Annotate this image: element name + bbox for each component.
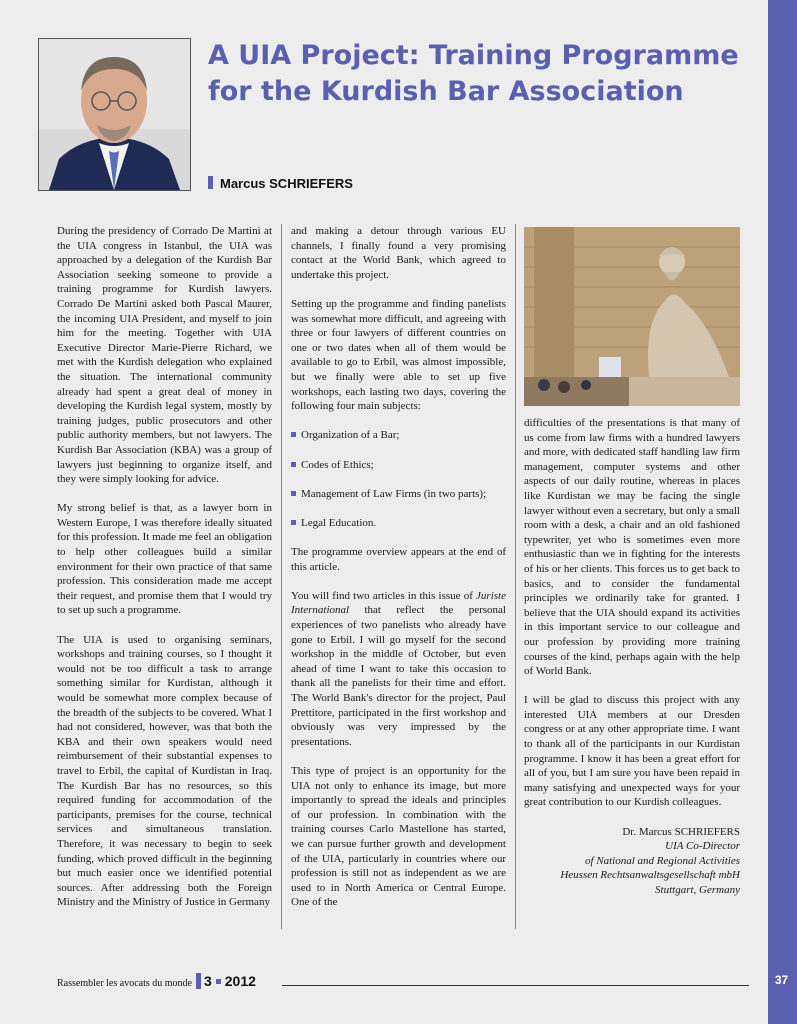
column-divider (281, 224, 282, 929)
title-line-2: for the Kurdish Bar Association (208, 76, 684, 107)
byline-marker (208, 176, 213, 189)
signature-city: Stuttgart, Germany (655, 884, 740, 896)
list-item: Codes of Ethics; (291, 458, 506, 473)
publication-name: Juriste International (291, 589, 506, 617)
signature-block (524, 825, 740, 898)
issue-number: 3 (203, 973, 212, 989)
signature-role: of National and Regional Activities (584, 854, 740, 867)
list-item: Organization of a Bar; (291, 428, 506, 443)
page-footer (57, 973, 256, 989)
article-title (208, 38, 758, 110)
paragraph: difficulties of the presentations is that many of us come from law firms with a hundred lawyers and more, with dedicated staff handling law firm management, computer systems and other aspects of our daily routine, whereas in places like Kurdistan we may be facing the single lawyer without even a secretary, but only a small room with a desk, a chair and an old fashioned typewriter, yet who is sometimes even more enthusiastic than we in fighting for the interests of his or her clients. This forces us to get back to basics, and to consider the fundamental principles we ordinarily take for granted. I believe that the UIA should expand its activities in this important service to our colleague and our profession by providing more training courses of the kind, perhaps again with the help of World Bank. (524, 417, 740, 678)
paragraph: and making a detour through various EU channels, I finally found a very promising contact at the World Bank, which agreed to undertake this project. (291, 225, 506, 281)
signature-firm: Heussen Rechtsanwaltsgesellschaft mbH (560, 869, 740, 882)
side-color-bar (768, 0, 797, 1024)
square-bullet-icon (291, 520, 296, 525)
text-column-3 (524, 416, 740, 898)
paragraph: You will find two articles in this issue of Juriste International that reflect the personal experiences of two panelists who already have gone to Erbil. I will go myself for the second workshop in the middle of October, but even ahead of time I want to take this occasion to thank all the panelists for their time and effort. The World Bank's director for the project, Paul Prettitore, participated in the first workshop and obviously was very impressed by the presentations. (291, 589, 506, 748)
list-item: Management of Law Firms (in two parts); (291, 487, 506, 502)
paragraph: The UIA is used to organising seminars, workshops and training courses, so I thought it would not be too difficult a task to arrange something similar for Kurdistan, although it would be somewhat more complex because of the breadth of the subjects to be covered. What I had not considered, however, was that both the KBA and their own speakers would need reimbursement of their substantial expenses to travel to Erbil, the capital of Kurdistan in Iraq. The Kurdish Bar has no resources, so this required funding for accommodation of the participants, premises for the course, technical services and simultaneous translation. Therefore, it was necessary to begin to seek funding, which proved difficult in the beginning but much easier once we identified potential sources. After addressing both the Foreign Ministry and the Ministry of Justice in Germany (57, 633, 272, 909)
square-bullet-icon (291, 432, 296, 437)
column-divider (515, 224, 516, 929)
text-column-1 (57, 224, 272, 925)
list-item: Legal Education. (291, 516, 506, 531)
paragraph: My strong belief is that, as a lawyer born in Western Europe, I was therefore ideally situated for this profession. It made me feel an obligation to help other colleagues build a similar environment for their own practice of that same profession. This consideration made me accept their request, and promise them that I would try to set up such a programme. (57, 502, 272, 617)
subject-list (291, 428, 506, 530)
square-bullet-icon (216, 979, 221, 984)
statue-photo (524, 227, 740, 406)
footer-rule (282, 985, 749, 986)
paragraph: Setting up the programme and finding panelists was somewhat more difficult, and agreeing with three or four lawyers of different countries on one or two dates when all of them would be available to go to Erbil, was almost impossible, but we finally were able to set up five workshops, each lasting two days, covering the following four main subjects: (291, 297, 506, 413)
issue-year: 2012 (224, 973, 256, 989)
paragraph: This type of project is an opportunity for the UIA not only to enhance its image, but more importantly to spread the ideals and principles of our profession. In combination with the training courses Carlo Mastellone has started, we can pursue further growth and development of the UIA, particularly in countries where our profession is still not as independent as we are used to in North America or Central Europe. One of the (291, 764, 506, 909)
signature-role: UIA Co-Director (665, 840, 740, 853)
title-line-1: A UIA Project: Training Programme (208, 40, 739, 71)
signature-name: Dr. Marcus SCHRIEFERS (622, 825, 740, 838)
square-bullet-icon (291, 491, 296, 496)
byline (208, 176, 353, 191)
publication-name: Rassembler les avocats du monde (57, 978, 192, 989)
paragraph: I will be glad to discuss this project with any interested UIA members at our Dresden congress or at any other appropriate time. I want to thank all of the participants in our Kurdistan programme. I know it has been a great effort for all of you, but I am sure you have been repaid in many satisfying and unexpected ways for your great contribution to our Kurdish colleagues. (524, 694, 740, 809)
author-portrait (38, 38, 191, 191)
author-name: Marcus SCHRIEFERS (220, 176, 353, 191)
square-bullet-icon (291, 462, 296, 467)
text-column-2 (291, 224, 506, 925)
footer-bar (196, 973, 201, 989)
paragraph: The programme overview appears at the end of this article. (291, 546, 506, 573)
page-number: 37 (774, 973, 789, 987)
paragraph: During the presidency of Corrado De Martini at the UIA congress in Istanbul, the UIA was approached by a delegation of the Kurdish Bar Association seeking someone to provide a training programme for Kurdish lawyers. Corrado De Martini asked both Pascal Maurer, the incoming UIA President, and myself to join him for the meeting. Together with UIA Executive Director Marie-Pierre Richard, we met with the Kurdish delegation who explained the situation. The international community already had spent a great deal of money in developing the Kurdish legal system, mostly by training judges, public prosecutors and other public authority members, but not lawyers. The Kurdish Bar Association (KBA) was a group of lawyers just beginning to organize itself, and they were simply looking for advice. (57, 225, 272, 486)
